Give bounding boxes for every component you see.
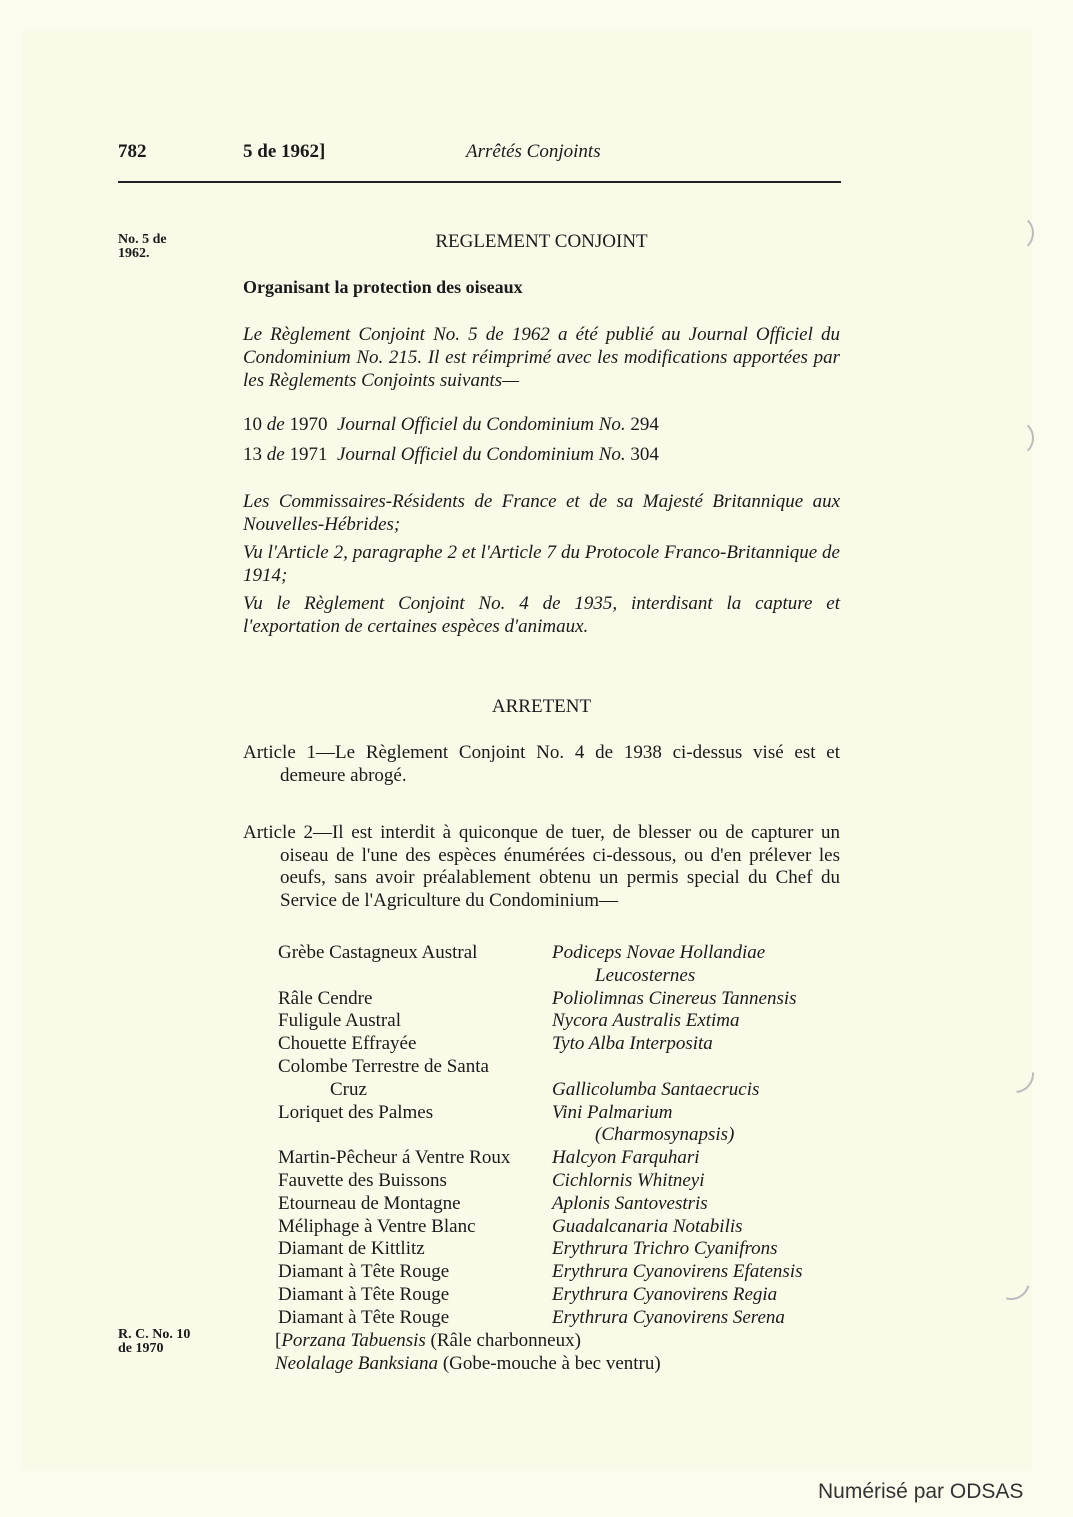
- species-latin-name: Guadalcanaria Notabilis: [552, 1215, 743, 1237]
- margin-note-line: 1962.: [118, 246, 150, 261]
- species-common-name: Diamant à Tête Rouge: [278, 1306, 450, 1328]
- species-latin-name: Erythrura Trichro Cyanifrons: [552, 1238, 778, 1260]
- species-common-name: Diamant de Kittlitz: [278, 1238, 425, 1260]
- species-latin-name: (Charmosynapsis): [595, 1124, 735, 1146]
- species-common-name: Diamant à Tête Rouge: [278, 1284, 450, 1305]
- species-latin-name: Neolalage Banksiana: [275, 1353, 439, 1374]
- document-heading: REGLEMENT CONJOINT: [435, 231, 648, 252]
- digitization-credit: Numérisé par ODSAS: [818, 1480, 1024, 1503]
- species-common-name: (Gobe-mouche à bec ventru): [442, 1353, 661, 1374]
- punch-hole-mark: [996, 419, 1034, 457]
- added-species-row: [275, 1353, 661, 1375]
- species-latin-name: Podiceps Novae Hollandiae: [552, 942, 766, 963]
- amendment-de: de: [266, 444, 285, 465]
- species-common-name: Martin-Pêcheur á Ventre Roux: [278, 1147, 511, 1169]
- preamble-1: Les Commissaires-Résidents de France et de sa Majesté Britannique aux Nouvelles-Hébrides;: [243, 491, 840, 535]
- margin-note-line: No. 5 de: [118, 232, 167, 247]
- amendment-row: [243, 443, 659, 466]
- article-2: [243, 822, 840, 912]
- species-common-name: Etourneau de Montagne: [278, 1192, 461, 1214]
- amendment-journal-no: 294: [630, 414, 659, 435]
- punch-hole-mark: [996, 214, 1034, 252]
- margin-note-line: R. C. No. 10: [118, 1327, 191, 1342]
- preamble-3: Vu le Règlement Conjoint No. 4 de 1935, interdisant la capture et l'exportation de certaines espèces d'animaux.: [243, 593, 840, 637]
- species-common-name: Grèbe Castagneux Austral: [278, 942, 478, 963]
- margin-note-amendment: [118, 1328, 190, 1356]
- amendment-row: [243, 413, 659, 436]
- species-latin-name: Erythrura Cyanovirens Serena: [552, 1306, 785, 1328]
- margin-note-line: de 1970: [118, 1341, 164, 1356]
- amendment-list: [243, 413, 659, 466]
- amendment-year: 1970: [289, 414, 328, 435]
- document-subtitle: Organisant la protection des oiseaux: [243, 277, 523, 297]
- amendment-journal: Journal Officiel du Condominium No.: [336, 444, 626, 465]
- running-reference: 5 de 1962]: [243, 141, 326, 162]
- article-2-text: Article 2—Il est interdit à quiconque de tuer, de blesser ou de capturer un oiseau de l'une des espèces énumérées ci-dessous, ou d'en prélever les oeufs, sans avoir préalablement obtenu un permis special du Chef du Service de l'Agriculture du Condominium—: [243, 822, 840, 911]
- running-title: Arrêtés Conjoints: [466, 141, 601, 162]
- amendment-de: de: [266, 414, 285, 435]
- amendment-journal: Journal Officiel du Condominium No.: [336, 414, 626, 435]
- article-1-text: Article 1—Le Règlement Conjoint No. 4 de 1938 ci-dessus visé est et demeure abrogé.: [243, 742, 840, 786]
- species-latin-name: Gallicolumba Santaecrucis: [552, 1078, 760, 1100]
- preamble-2: Vu l'Article 2, paragraphe 2 et l'Article 7 du Protocole Franco-Britannique de 1914;: [243, 542, 840, 586]
- species-common-name: Chouette Effrayée: [278, 1033, 417, 1055]
- species-common-name: (Râle charbonneux): [430, 1330, 581, 1351]
- amendment-journal-no: 304: [630, 444, 659, 465]
- species-latin-name: Tyto Alba Interposita: [552, 1033, 713, 1055]
- species-latin-name: Poliolimnas Cinereus Tannensis: [552, 987, 797, 1009]
- page-number: 782: [118, 141, 147, 162]
- margin-note: [118, 233, 167, 261]
- arretent-heading: ARRETENT: [491, 696, 592, 717]
- species-latin-name: Nycora Australis Extima: [552, 1010, 740, 1032]
- header-rule: [118, 181, 841, 183]
- species-latin-name: Leucosternes: [595, 964, 696, 986]
- species-common-name: Fauvette des Buissons: [278, 1170, 447, 1191]
- bracket: [: [275, 1330, 282, 1351]
- species-common-name: Loriquet des Palmes: [278, 1101, 434, 1123]
- species-latin-name: Porzana Tabuensis: [281, 1330, 426, 1351]
- intro-paragraph: Le Règlement Conjoint No. 5 de 1962 a été publié au Journal Officiel du Condominium No. 215. Il est réimprimé avec les modifications apportées par les Règlements Conjoints suivants—: [243, 324, 840, 391]
- species-latin-name: Erythrura Cyanovirens Efatensis: [552, 1261, 803, 1283]
- amendment-number: 10: [243, 414, 262, 435]
- article-1: [243, 742, 840, 787]
- species-latin-name: Halcyon Farquhari: [552, 1147, 700, 1169]
- species-latin-name: Cichlornis Whitneyi: [552, 1170, 705, 1191]
- species-latin-name: Vini Palmarium: [552, 1101, 673, 1123]
- amendment-number: 13: [243, 444, 262, 465]
- species-common-name: Méliphage à Ventre Blanc: [278, 1215, 476, 1237]
- species-common-name: Fuligule Austral: [278, 1010, 401, 1032]
- species-latin-name: Erythrura Cyanovirens Regia: [552, 1284, 778, 1305]
- species-common-name: Cruz: [330, 1078, 367, 1100]
- added-species-row: [275, 1330, 581, 1352]
- species-common-name: Râle Cendre: [278, 987, 373, 1009]
- species-common-name: Diamant à Tête Rouge: [278, 1261, 450, 1283]
- amendment-year: 1971: [289, 444, 328, 465]
- species-common-name: Colombe Terrestre de Santa: [278, 1056, 489, 1077]
- species-latin-name: Aplonis Santovestris: [552, 1192, 708, 1214]
